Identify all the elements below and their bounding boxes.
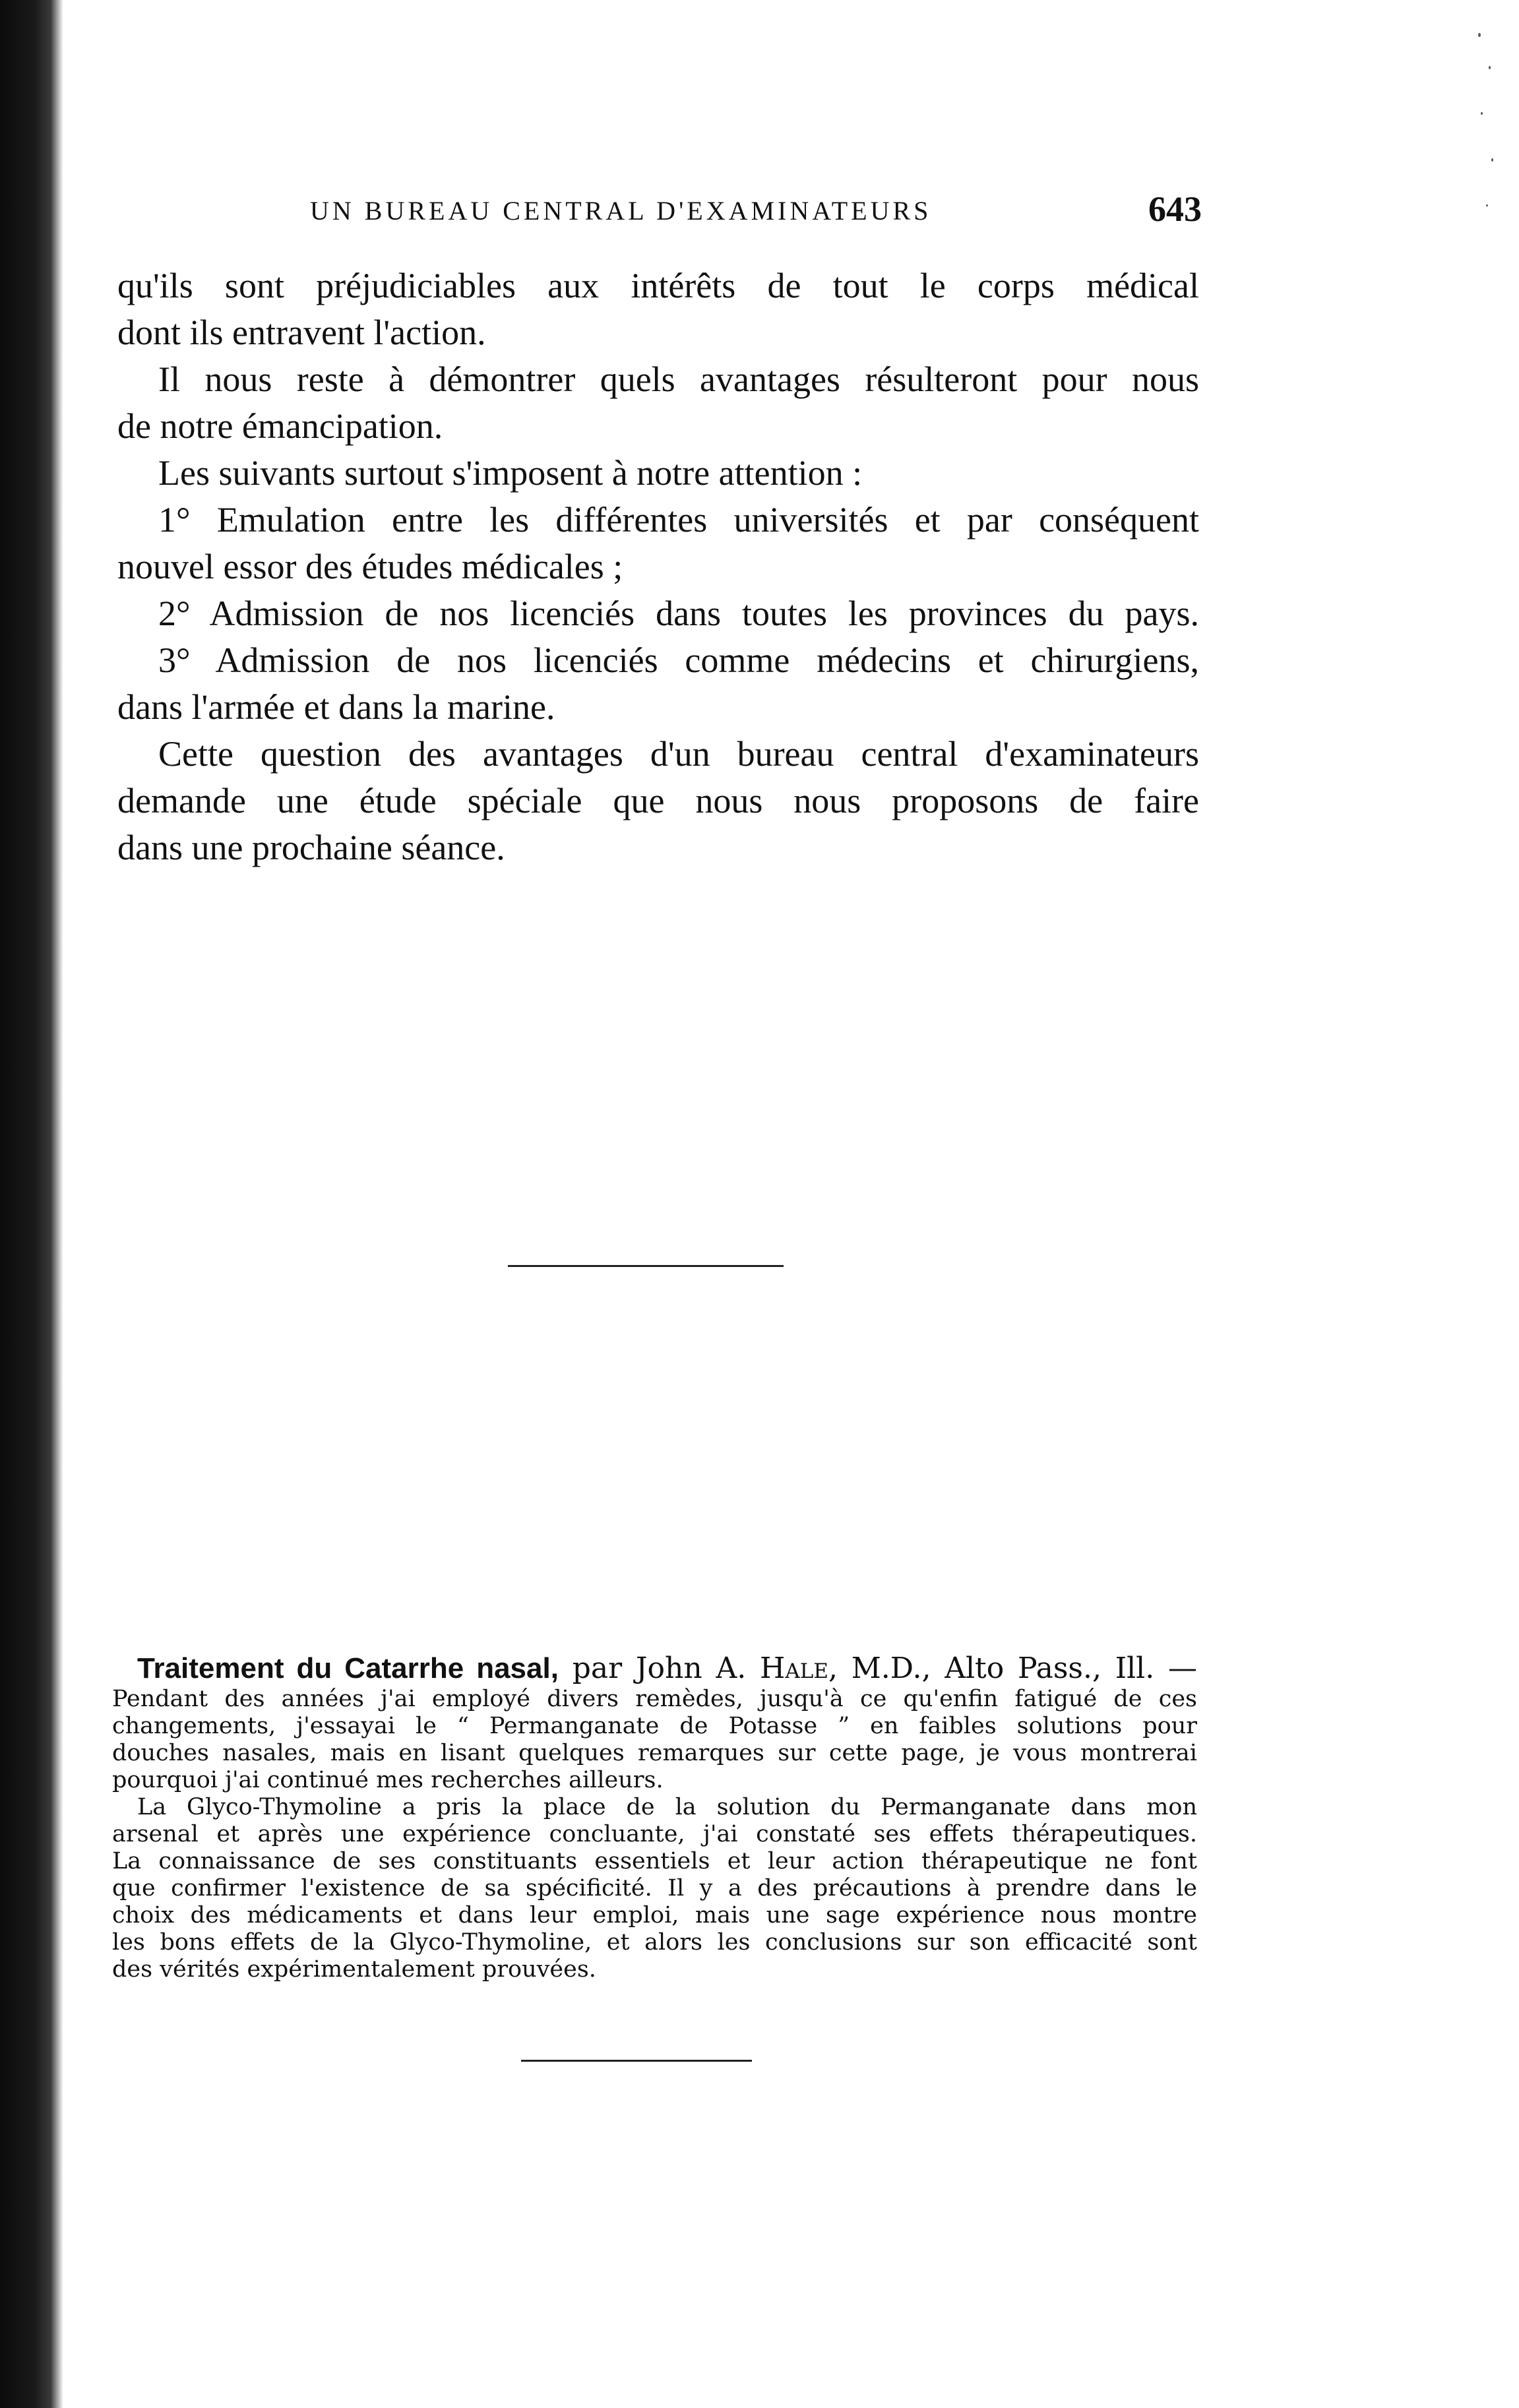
divider-rule (508, 1265, 784, 1267)
scan-specks (1474, 26, 1501, 224)
speck (1491, 158, 1493, 162)
text-line: de notre émancipation. (117, 406, 443, 446)
list-item-1: 1° Emulation entre les différentes universités et par conséquent (158, 500, 1199, 540)
list-item-2: 2° Admission de nos licenciés dans toutes les provinces du pays. (158, 594, 1199, 633)
text-line: Il nous reste à démontrer quels avantages résulteront pour nous (158, 359, 1199, 399)
note-title: Traitement du Catarrhe nasal, (137, 1652, 559, 1684)
note-line: pourquoi j'ai continué mes recherches ailleurs. (112, 1767, 664, 1793)
note-title-line (112, 1653, 1197, 1684)
note-line: La Glyco-Thymoline a pris la place de la solution du Permanganate dans mon (137, 1794, 1197, 1820)
speck (1489, 66, 1491, 69)
note-line: des vérités expérimentalement prouvées. (112, 1956, 596, 1983)
book-binding-edge (0, 0, 63, 2408)
main-text (117, 262, 1199, 871)
note-line: que confirmer l'existence de sa spécificité. Il y a des précautions à prendre dans le (112, 1875, 1197, 1901)
note-line: les bons effets de la Glyco-Thymoline, et alors les conclusions sur son efficacité sont (112, 1929, 1197, 1956)
note-line: Pendant des années j'ai employé divers remèdes, jusqu'à ce qu'enfin fatigué de ces (112, 1686, 1197, 1712)
text-line: Les suivants surtout s'imposent à notre attention : (158, 453, 863, 493)
note-line: choix des médicaments et dans leur emploi, mais une sage expérience nous montre (112, 1902, 1197, 1929)
note-byline-suffix: , M.D., Alto Pass., Ill. — (828, 1652, 1197, 1685)
note-author: Hale (760, 1652, 828, 1685)
text-line: dont ils entravent l'action. (117, 313, 486, 352)
text-line: nouvel essor des études médicales ; (117, 547, 623, 586)
running-title: UN BUREAU CENTRAL D'EXAMINATEURS (310, 196, 932, 226)
speck (1481, 112, 1483, 115)
text-line: Cette question des avantages d'un bureau central d'examinateurs (158, 734, 1199, 774)
speck (1486, 204, 1488, 206)
text-line: qu'ils sont préjudiciables aux intérêts de tout le corps médical (117, 266, 1199, 305)
text-line: dans l'armée et dans la marine. (117, 687, 555, 727)
text-line: demande une étude spéciale que nous nous proposons de faire (117, 781, 1199, 820)
speck (1478, 33, 1481, 37)
note-line: changements, j'essayai le “ Permanganate de Potasse ” en faibles solutions pour (112, 1713, 1197, 1739)
page-number: 643 (1148, 189, 1202, 229)
note-line: douches nasales, mais en lisant quelques remarques sur cette page, je vous montrerai (112, 1740, 1197, 1766)
note-byline-prefix: par John A. (572, 1652, 747, 1685)
list-item-3: 3° Admission de nos licenciés comme médecins et chirurgiens, (158, 640, 1199, 680)
text-line: dans une prochaine séance. (117, 828, 505, 867)
running-header (310, 189, 1202, 232)
advertisement-note (112, 1653, 1197, 1983)
divider-rule (521, 2060, 752, 2062)
note-line: La connaissance de ses constituants essentiels et leur action thérapeutique ne font (112, 1848, 1197, 1874)
note-line: arsenal et après une expérience concluante, j'ai constaté ses effets thérapeutiques. (112, 1821, 1197, 1847)
